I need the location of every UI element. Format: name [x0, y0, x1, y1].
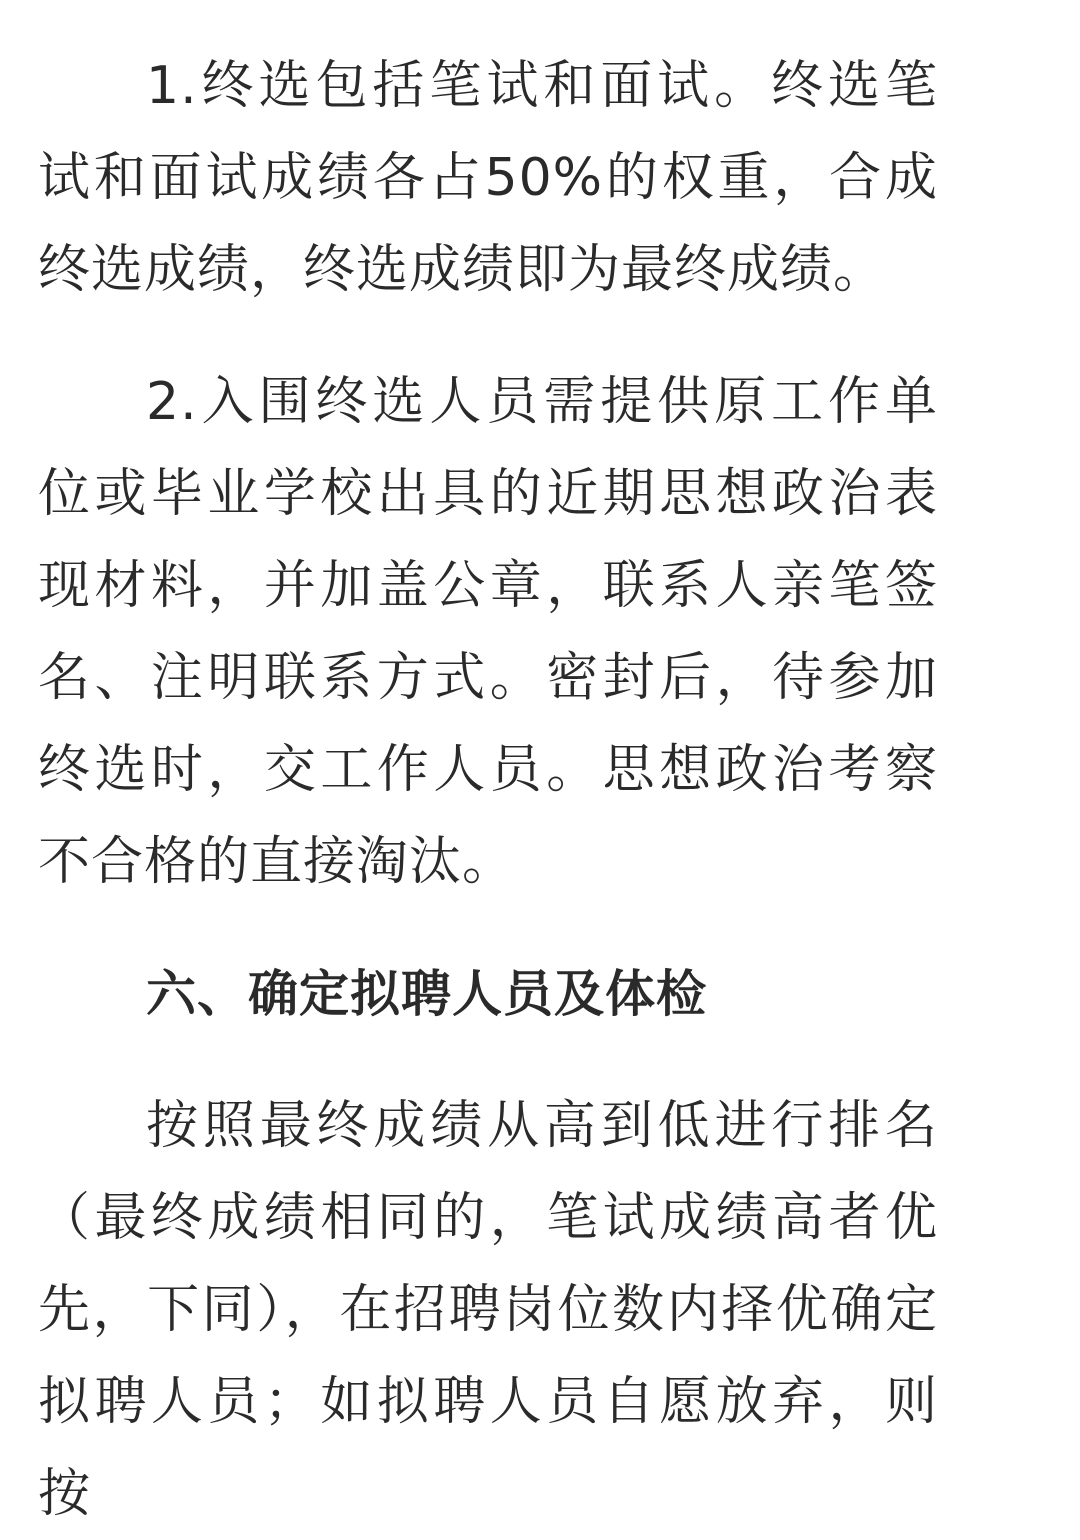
paragraph-final-selection: 1.终选包括笔试和面试。终选笔试和面试成绩各占50%的权重，合成终选成绩，终选成绩即为最终成绩。: [38, 56, 938, 300]
paragraph-political-review: 2.入围终选人员需提供原工作单位或毕业学校出具的近期思想政治表现材料，并加盖公章，联系人亲笔签名、注明联系方式。密封后，待参加终选时，交工作人员。思想政治考察不合格的直接淘汰。: [38, 372, 938, 892]
document-body: [38, 40, 938, 1540]
paragraph-ranking: 按照最终成绩从高到低进行排名（最终成绩相同的，笔试成绩高者优先，下同），在招聘岗位数内择优确定拟聘人员；如拟聘人员自愿放弃，则按: [38, 1096, 938, 1524]
section-heading-six: 六、确定拟聘人员及体检: [146, 965, 707, 1023]
